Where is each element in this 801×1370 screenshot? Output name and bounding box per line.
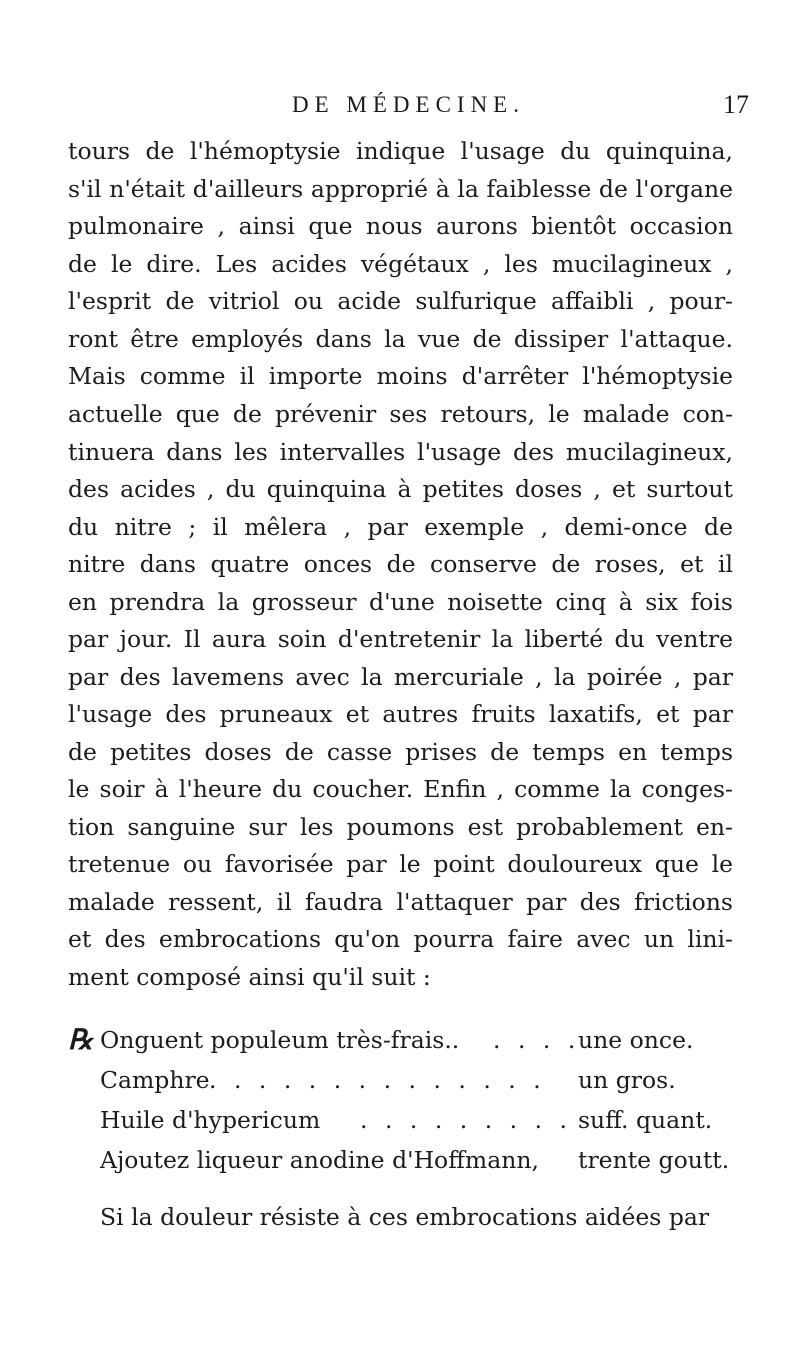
recipe-ingredient: Onguent populeum très-frais..: [100, 1026, 460, 1054]
text-line: en prendra la grosseur d'une noisette cinq à six fois: [68, 588, 733, 616]
rx-symbol: ℞: [68, 1023, 94, 1056]
recipe-dots: . . . . . . . . .: [360, 1106, 572, 1134]
text-line: Mais comme il importe moins d'arrêter l'hémoptysie: [68, 362, 733, 390]
text-line: et des embrocations qu'on pourra faire avec un lini-: [68, 925, 733, 953]
text-line: tours de l'hémoptysie indique l'usage du quinquina,: [68, 137, 733, 165]
text-line: par jour. Il aura soin d'entretenir la liberté du ventre: [68, 625, 733, 653]
recipe-quantity: trente goutt.: [578, 1146, 730, 1174]
running-head: [0, 92, 801, 124]
text-line: nitre dans quatre onces de conserve de roses, et il: [68, 550, 733, 578]
recipe-item: [0, 1020, 801, 1060]
recipe-ingredient: Ajoutez liqueur anodine d'Hoffmann,: [100, 1146, 539, 1174]
text-line: ment composé ainsi qu'il suit :: [68, 963, 431, 991]
running-title: DE MÉDECINE.: [292, 92, 525, 117]
recipe-ingredient: Huile d'hypericum: [100, 1106, 321, 1134]
closing-line: Si la douleur résiste à ces embrocations aidées par: [100, 1203, 710, 1231]
text-line: tinuera dans les intervalles l'usage des mucilagineux,: [68, 438, 733, 466]
text-line: ront être employés dans la vue de dissiper l'attaque.: [68, 325, 733, 353]
recipe-quantity: suff. quant.: [578, 1106, 713, 1134]
text-line: de petites doses de casse prises de temps en temps: [68, 738, 733, 766]
recipe-dots: . . . .: [493, 1026, 581, 1054]
recipe-dots: . . . . . . . . . . . . . .: [209, 1066, 546, 1094]
text-line: tretenue ou favorisée par le point douloureux que le: [68, 850, 733, 878]
recipe-quantity: un gros.: [578, 1066, 676, 1094]
recipe-quantity: une once.: [578, 1026, 694, 1054]
text-line: par des lavemens avec la mercuriale , la poirée , par: [68, 663, 733, 691]
recipe-item: [0, 1060, 801, 1100]
text-line: le soir à l'heure du coucher. Enfin , comme la conges-: [68, 775, 733, 803]
page-number: 17: [723, 90, 749, 119]
text-line: malade ressent, il faudra l'attaquer par des frictions: [68, 888, 733, 916]
text-line: pulmonaire , ainsi que nous aurons bientôt occasion: [68, 212, 733, 240]
text-line: actuelle que de prévenir ses retours, le malade con-: [68, 400, 733, 428]
text-line: tion sanguine sur les poumons est probablement en-: [68, 813, 733, 841]
text-line: de le dire. Les acides végétaux , les mucilagineux ,: [68, 250, 733, 278]
text-line: l'esprit de vitriol ou acide sulfurique affaibli , pour-: [68, 287, 733, 315]
text-line: l'usage des pruneaux et autres fruits laxatifs, et par: [68, 700, 733, 728]
text-line: s'il n'était d'ailleurs approprié à la faiblesse de l'organe: [68, 175, 733, 203]
recipe-item: [0, 1140, 801, 1180]
recipe-item: [0, 1100, 801, 1140]
text-line: des acides , du quinquina à petites doses , et surtout: [68, 475, 733, 503]
text-line: du nitre ; il mêlera , par exemple , demi-once de: [68, 513, 733, 541]
recipe-ingredient: Camphre: [100, 1066, 210, 1094]
